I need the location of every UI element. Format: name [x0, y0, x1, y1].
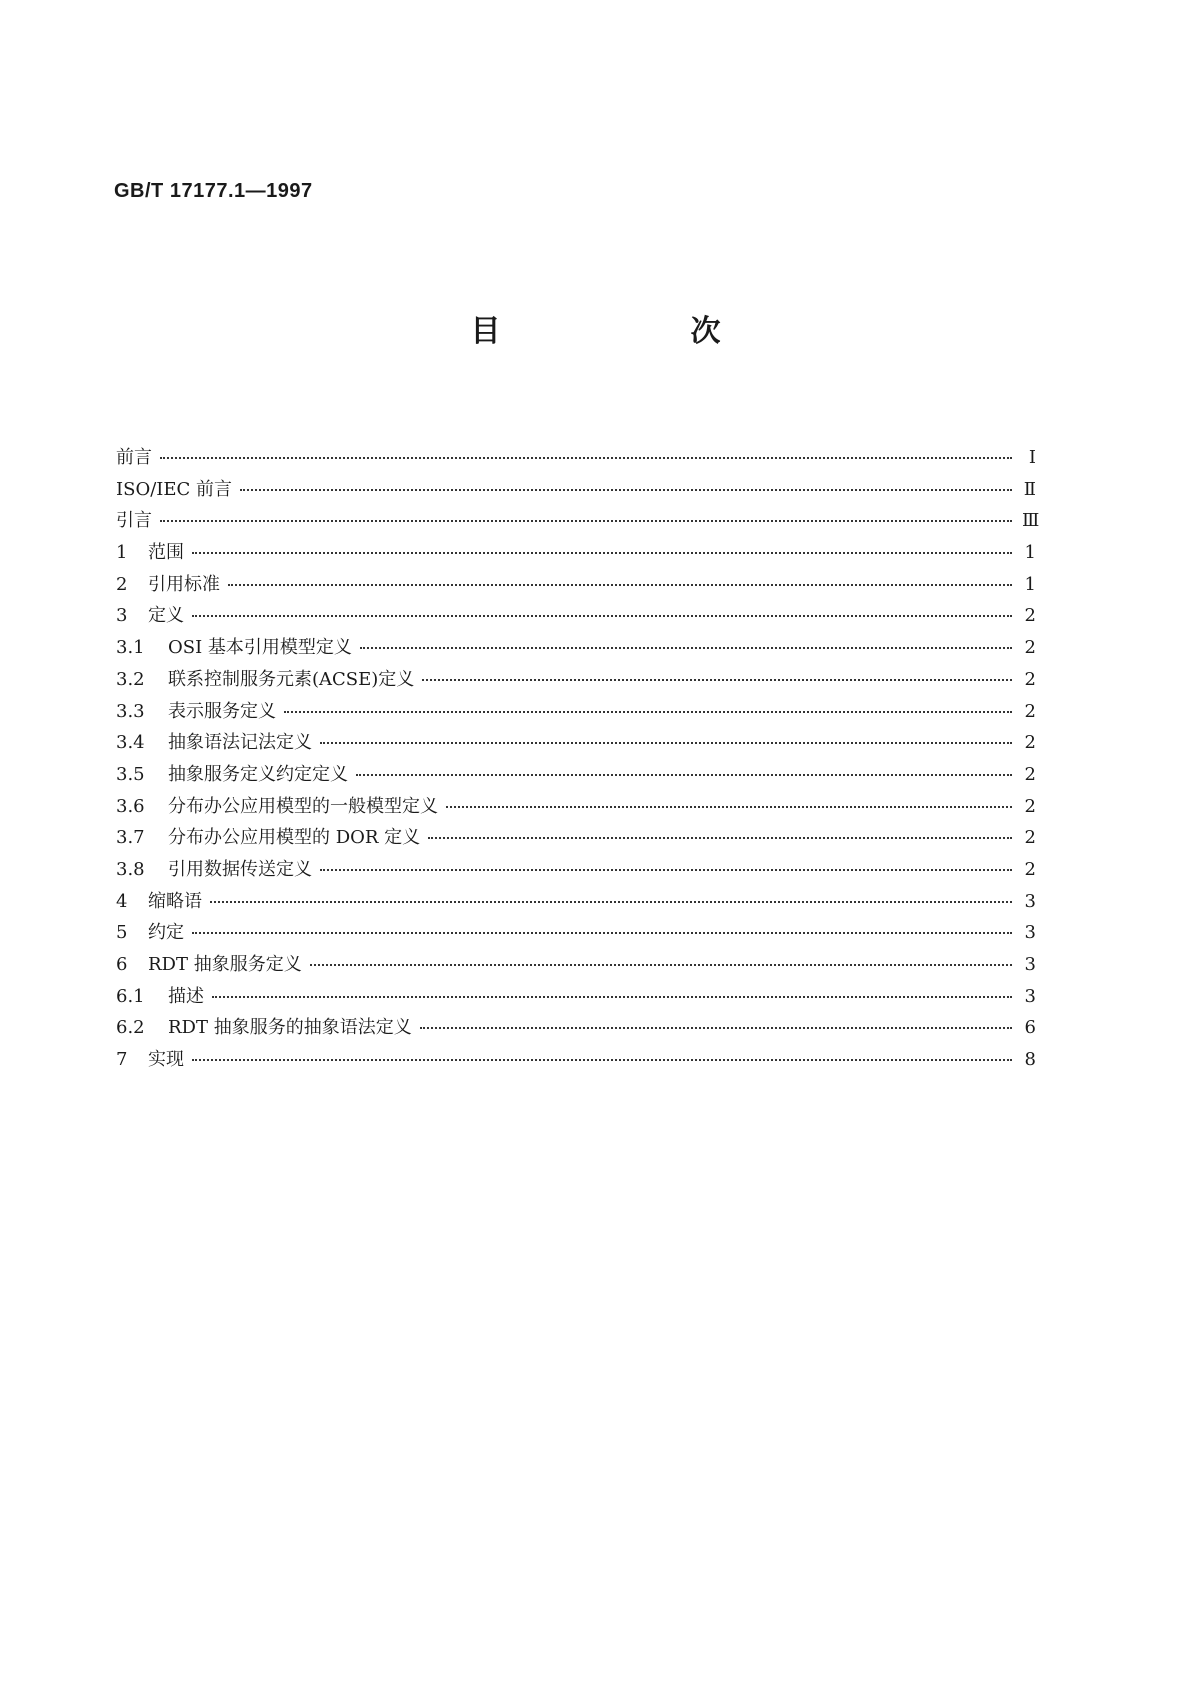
toc-dot-leader — [320, 742, 1012, 744]
toc-entry-page: 2 — [1024, 700, 1036, 722]
toc-entry-label: 约定 — [148, 922, 184, 944]
toc-dot-leader — [210, 901, 1012, 903]
toc-dot-leader — [240, 489, 1012, 491]
toc-entry-number: 4 — [116, 890, 128, 912]
toc-entry[interactable] — [116, 665, 1036, 697]
toc-dot-leader — [228, 584, 1012, 586]
toc-entry-number: 5 — [116, 922, 128, 944]
toc-entry-number: 3.8 — [116, 858, 145, 880]
toc-entry-label: 缩略语 — [148, 890, 202, 912]
toc-entry[interactable] — [116, 475, 1036, 507]
toc-entry[interactable] — [116, 697, 1036, 729]
toc-entry-label: 实现 — [148, 1049, 184, 1071]
toc-dot-leader — [356, 774, 1012, 776]
toc-entry-page: 6 — [1024, 1017, 1036, 1039]
toc-entry-label: RDT 抽象服务定义 — [148, 954, 302, 975]
toc-entry[interactable] — [116, 1013, 1036, 1045]
toc-entry[interactable] — [116, 950, 1036, 982]
toc-dot-leader — [284, 711, 1012, 713]
toc-entry-label: 抽象语法记法定义 — [168, 732, 312, 754]
toc-dot-leader — [420, 1027, 1012, 1029]
toc-dot-leader — [360, 647, 1012, 649]
toc-entry-page: 2 — [1024, 858, 1036, 880]
toc-dot-leader — [212, 996, 1012, 998]
toc-entry-number: 3.4 — [116, 732, 145, 754]
toc-entry-page: 2 — [1024, 732, 1036, 754]
toc-entry-page: Ⅲ — [1022, 510, 1040, 532]
toc-entry-label: 引言 — [116, 510, 152, 532]
toc-dot-leader — [160, 457, 1012, 459]
toc-entry[interactable] — [116, 633, 1036, 665]
toc-entry-number: 3 — [116, 605, 128, 627]
toc-dot-leader — [192, 552, 1012, 554]
toc-entry[interactable] — [116, 506, 1040, 538]
toc-entry[interactable] — [116, 887, 1036, 919]
toc-entry-number: 3.7 — [116, 827, 145, 849]
toc-entry-page: 2 — [1024, 795, 1036, 817]
table-of-contents — [116, 443, 1040, 1077]
toc-entry[interactable] — [116, 601, 1036, 633]
toc-entry-label: ISO/IEC 前言 — [116, 478, 233, 500]
toc-entry-label: OSI 基本引用模型定义 — [168, 637, 352, 659]
toc-entry-number: 3.3 — [116, 700, 145, 722]
toc-entry-number: 3.5 — [116, 763, 145, 785]
toc-entry-label: 前言 — [116, 447, 152, 468]
toc-dot-leader — [428, 837, 1012, 839]
toc-entry-number: 3.1 — [116, 637, 145, 659]
toc-entry-page: 1 — [1024, 542, 1036, 564]
toc-entry[interactable] — [116, 855, 1036, 887]
toc-entry-label: RDT 抽象服务的抽象语法定义 — [168, 1017, 412, 1039]
toc-entry-page: 3 — [1024, 890, 1036, 912]
standard-code: GB/T 17177.1—1997 — [114, 180, 313, 202]
toc-dot-leader — [422, 679, 1012, 681]
toc-entry-label: 引用数据传送定义 — [168, 858, 312, 880]
toc-dot-leader — [192, 1059, 1012, 1061]
toc-entry-number: 6.1 — [116, 985, 145, 1007]
toc-dot-leader — [446, 806, 1012, 808]
toc-entry-page: 3 — [1024, 954, 1036, 975]
toc-entry[interactable] — [116, 918, 1036, 950]
toc-entry[interactable] — [116, 1045, 1036, 1077]
toc-entry-page: 2 — [1024, 605, 1036, 627]
toc-entry-number: 1 — [116, 542, 128, 564]
toc-entry[interactable] — [116, 823, 1036, 855]
toc-entry[interactable] — [116, 760, 1036, 792]
toc-entry-page: Ⅰ — [1028, 447, 1036, 468]
toc-entry-label: 联系控制服务元素(ACSE)定义 — [168, 668, 415, 690]
toc-entry-label: 引用标准 — [148, 573, 220, 595]
toc-dot-leader — [320, 869, 1012, 871]
toc-entry-page: 2 — [1024, 763, 1036, 785]
toc-entry-label: 定义 — [148, 605, 184, 627]
toc-entry-page: 2 — [1024, 827, 1036, 849]
toc-entry-number: 3.2 — [116, 668, 145, 690]
toc-entry-label: 分布办公应用模型的一般模型定义 — [168, 795, 438, 817]
toc-entry-label: 描述 — [168, 985, 204, 1007]
toc-entry[interactable] — [116, 443, 1036, 475]
toc-entry-label: 分布办公应用模型的 DOR 定义 — [168, 827, 421, 849]
toc-dot-leader — [192, 932, 1012, 934]
toc-entry[interactable] — [116, 570, 1036, 602]
page-title: 目 次 — [470, 314, 801, 349]
toc-entry-number: 6 — [116, 954, 128, 975]
toc-entry-label: 范围 — [148, 542, 184, 564]
toc-entry-page: 3 — [1024, 922, 1036, 944]
toc-entry[interactable] — [116, 728, 1036, 760]
toc-dot-leader — [310, 964, 1012, 966]
toc-dot-leader — [192, 615, 1012, 617]
toc-entry-number: 6.2 — [116, 1017, 145, 1039]
toc-entry-label: 抽象服务定义约定定义 — [168, 763, 348, 785]
toc-entry[interactable] — [116, 792, 1036, 824]
toc-entry-page: Ⅱ — [1023, 478, 1036, 500]
toc-entry-label: 表示服务定义 — [168, 700, 276, 722]
toc-entry-page: 1 — [1024, 573, 1036, 595]
toc-entry-page: 3 — [1024, 985, 1036, 1007]
toc-entry-number: 3.6 — [116, 795, 145, 817]
toc-entry[interactable] — [116, 538, 1036, 570]
toc-entry-page: 8 — [1024, 1049, 1036, 1071]
toc-dot-leader — [160, 520, 1012, 522]
toc-entry-number: 2 — [116, 573, 128, 595]
toc-entry[interactable] — [116, 982, 1036, 1014]
toc-entry-page: 2 — [1024, 637, 1036, 659]
toc-entry-page: 2 — [1024, 668, 1036, 690]
toc-entry-number: 7 — [116, 1049, 128, 1071]
